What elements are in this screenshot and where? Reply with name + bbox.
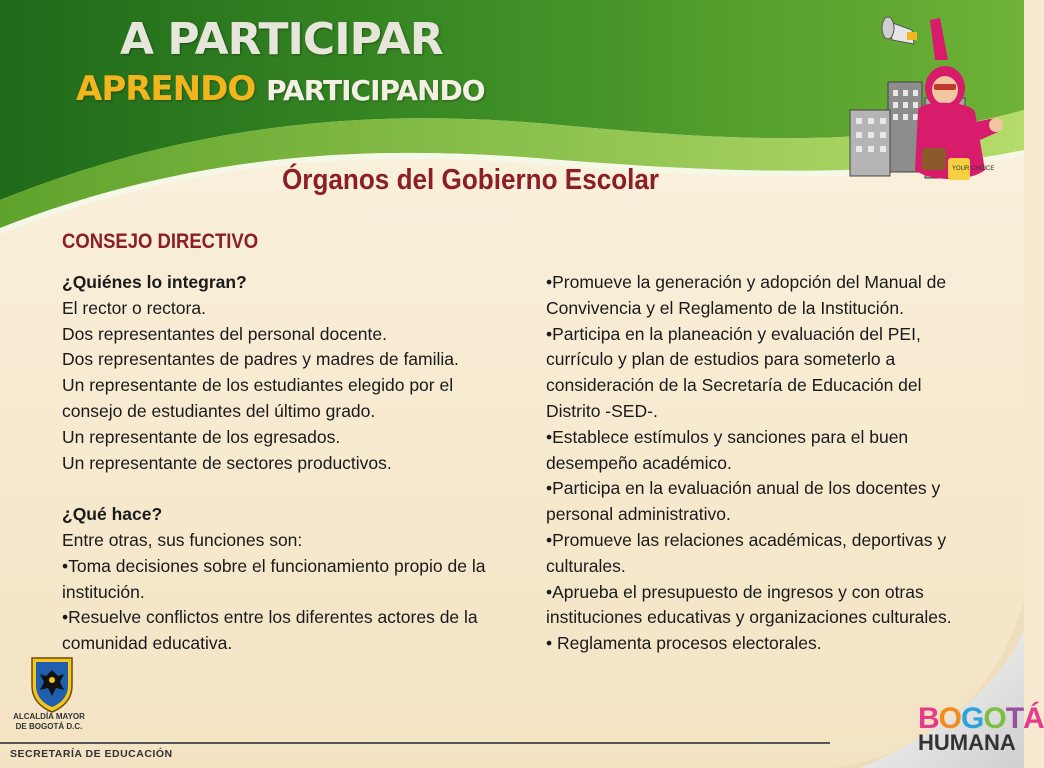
footer-secretaria: SECRETARÍA DE EDUCACIÓN — [10, 748, 173, 760]
function-item: • Reglamenta procesos electorales. — [546, 633, 822, 654]
question-who: ¿Quiénes lo integran? — [62, 272, 247, 292]
alcaldia-line1: ALCALDÍA MAYOR — [13, 712, 85, 721]
left-column — [62, 270, 512, 657]
member-item: Dos representantes del personal docente. — [62, 323, 387, 344]
svg-text:YOUR CHOICE: YOUR CHOICE — [952, 166, 995, 172]
spacer — [62, 476, 512, 502]
function-item: •Aprueba el presupuesto de ingresos y con otras instituciones educativas y organizaciones culturales. — [546, 581, 952, 628]
function-item: •Promueve la generación y adopción del Manual de Convivencia y el Reglamento de la Institución. — [546, 272, 947, 318]
function-item: •Participa en la planeación y evaluación del PEI, currículo y plan de estudios para someterlo a consideración de la Secretaría de Educación del Distrito -SED-. — [546, 323, 922, 421]
header-subtitle-word1: APRENDO — [76, 69, 256, 109]
member-item: El rector o rectora. — [62, 297, 206, 318]
function-item: •Participa en la evaluación anual de los docentes y personal administrativo. — [546, 478, 941, 525]
function-item: •Toma decisiones sobre el funcionamiento propio de la institución. — [62, 555, 486, 602]
right-column — [546, 270, 966, 657]
alcaldia-label — [6, 712, 92, 732]
logo-humana-word: HUMANA — [918, 730, 1016, 755]
header-subtitle — [76, 69, 485, 109]
question-what: ¿Qué hace? — [62, 504, 163, 525]
member-item: Dos representantes de padres y madres de familia. — [62, 349, 459, 370]
footer-divider — [0, 742, 830, 744]
bogota-humana-logo — [918, 704, 1044, 754]
member-item: Un representante de los estudiantes elegido por el consejo de estudiantes del último grado. — [62, 375, 454, 421]
member-item: Un representante de los egresados. — [62, 426, 341, 447]
logo-bogota-word: BOGOTÁ — [918, 702, 1044, 735]
function-item: •Resuelve conflictos entre los diferentes actores de la comunidad educativa. — [62, 607, 478, 654]
member-item: Un representante de sectores productivos. — [62, 452, 392, 473]
function-item: •Promueve las relaciones académicas, deportivas y culturales. — [546, 529, 947, 576]
slide-title: Órganos del Gobierno Escolar — [282, 164, 660, 196]
alcaldia-line2: DE BOGOTÁ D.C. — [15, 722, 83, 731]
function-item: •Establece estímulos y sanciones para el buen desempeño académico. — [546, 426, 909, 473]
header-title: A PARTICIPAR — [120, 14, 443, 65]
header-subtitle-word2: PARTICIPANDO — [266, 74, 485, 107]
section-heading: CONSEJO DIRECTIVO — [62, 230, 259, 253]
functions-intro: Entre otras, sus funciones son: — [62, 529, 303, 550]
